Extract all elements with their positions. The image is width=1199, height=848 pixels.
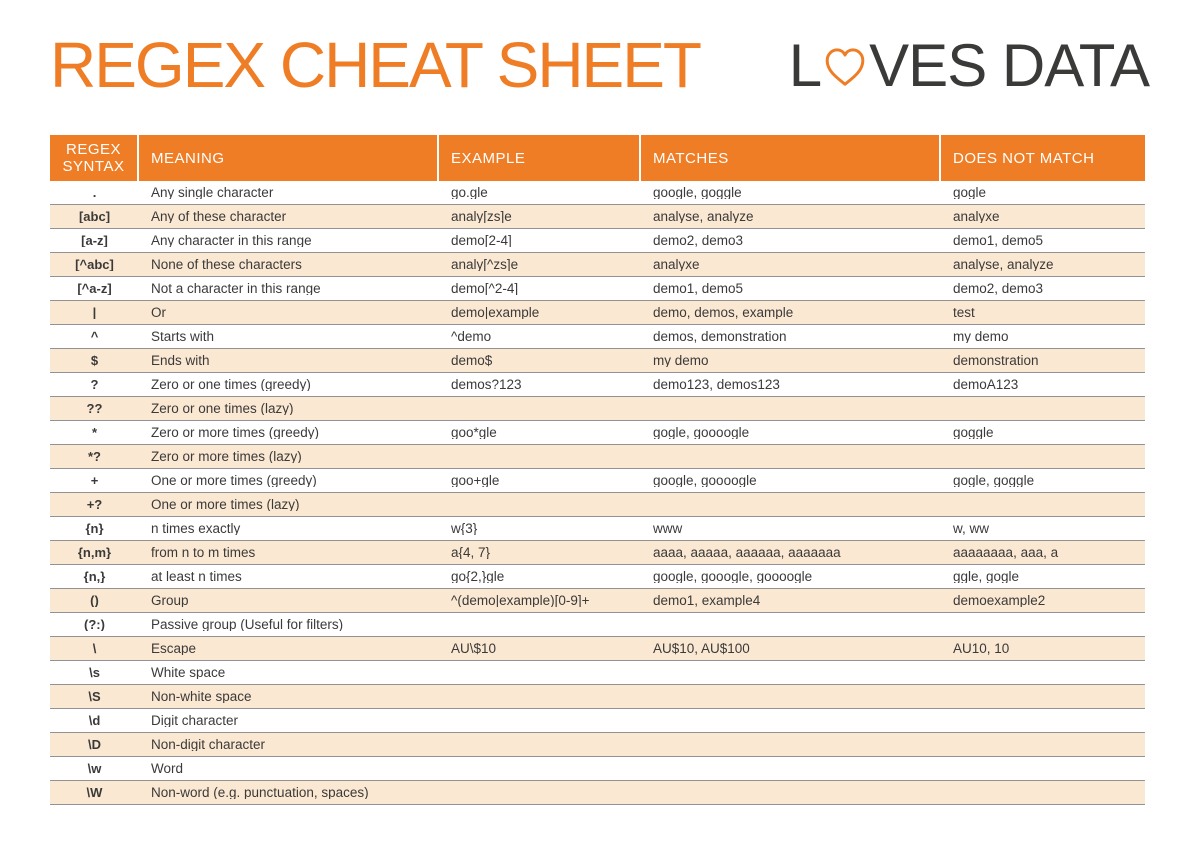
table-row — [50, 757, 1145, 781]
cell-matches: google, gooogle, goooogle — [653, 569, 813, 584]
table-row — [50, 277, 1145, 301]
cell-example: analy[zs]e — [451, 209, 512, 224]
cell-meaning: Passive group (Useful for filters) — [151, 617, 344, 632]
cell-matches: demo1, demo5 — [653, 281, 744, 296]
logo-text-prefix: L — [788, 32, 822, 99]
cell-example: a{4, 7} — [451, 545, 491, 560]
cell-matches: gogle, goooogle — [653, 425, 750, 440]
cell-regex-syntax: [^abc] — [75, 258, 114, 271]
cell-regex-syntax: [abc] — [78, 210, 111, 223]
table-row — [50, 685, 1145, 709]
table-row — [50, 421, 1145, 445]
cell-matches: my demo — [653, 353, 709, 368]
header-cell-does-not-match — [941, 135, 1145, 181]
cell-meaning: Word — [151, 761, 184, 776]
cell-example: goo+gle — [451, 473, 500, 488]
cell-regex-syntax: [^a-z] — [77, 282, 112, 295]
cell-example: demo|example — [451, 305, 540, 320]
heart-icon — [822, 45, 868, 90]
logo-text-suffix: VES DATA — [869, 32, 1149, 99]
table-row — [50, 493, 1145, 517]
cell-meaning: from n to m times — [151, 545, 256, 560]
cell-matches: www — [653, 521, 683, 536]
cell-does-not-match: goggle — [953, 425, 994, 440]
cell-regex-syntax: \ — [92, 642, 97, 655]
cell-example: w{3} — [451, 521, 478, 536]
header-label-regex-syntax: REGEX SYNTAX — [62, 140, 125, 175]
table-row — [50, 445, 1145, 469]
cell-does-not-match: analyse, analyze — [953, 257, 1054, 272]
cell-matches: analyxe — [653, 257, 700, 272]
cell-regex-syntax: \w — [87, 762, 102, 775]
cell-meaning: Not a character in this range — [151, 281, 321, 296]
header-cell-example — [439, 135, 641, 181]
cell-regex-syntax: + — [90, 474, 99, 487]
cell-meaning: Any single character — [151, 185, 274, 200]
cell-regex-syntax: \S — [88, 690, 101, 703]
table-row — [50, 469, 1145, 493]
cell-meaning: Zero or one times (greedy) — [151, 377, 311, 392]
cell-regex-syntax: () — [90, 594, 99, 607]
table-row — [50, 733, 1145, 757]
cell-example: ^demo — [451, 329, 492, 344]
cell-regex-syntax: ^ — [90, 330, 99, 343]
table-row — [50, 229, 1145, 253]
cell-regex-syntax: * — [91, 426, 98, 439]
header-label-meaning: MEANING — [151, 149, 225, 167]
table-row — [50, 373, 1145, 397]
cell-regex-syntax: {n} — [85, 522, 104, 535]
table-row — [50, 637, 1145, 661]
cell-matches: analyse, analyze — [653, 209, 754, 224]
cell-regex-syntax: \s — [89, 666, 100, 679]
cell-meaning: n times exactly — [151, 521, 241, 536]
table-row — [50, 205, 1145, 229]
cell-meaning: Non-digit character — [151, 737, 266, 752]
table-row — [50, 301, 1145, 325]
cell-does-not-match: ggle, gogle — [953, 569, 1020, 584]
cell-regex-syntax: {n,} — [83, 570, 106, 583]
header-label-matches: MATCHES — [653, 149, 729, 167]
table-header — [50, 135, 1145, 181]
cell-regex-syntax: [a-z] — [81, 234, 108, 247]
page-title: REGEX CHEAT SHEET — [50, 29, 700, 101]
cell-does-not-match: w, ww — [953, 521, 990, 536]
regex-table — [50, 135, 1145, 805]
cell-regex-syntax: \d — [88, 714, 101, 727]
cell-does-not-match: aaaaaaaa, aaa, a — [953, 545, 1059, 560]
cell-meaning: None of these characters — [151, 257, 302, 272]
cell-example: go{2,}gle — [451, 569, 505, 584]
table-row — [50, 541, 1145, 565]
table-body — [50, 181, 1145, 805]
cell-meaning: Any of these character — [151, 209, 287, 224]
cell-matches: google, goooogle — [653, 473, 757, 488]
header-cell-matches — [641, 135, 941, 181]
cell-does-not-match: test — [953, 305, 975, 320]
cell-matches: demo1, example4 — [653, 593, 761, 608]
table-row — [50, 517, 1145, 541]
cell-meaning: Any character in this range — [151, 233, 312, 248]
cell-example: analy[^zs]e — [451, 257, 519, 272]
header-label-does-not-match: DOES NOT MATCH — [953, 149, 1095, 167]
header-label-example: EXAMPLE — [451, 149, 526, 167]
cell-regex-syntax: \D — [88, 738, 101, 751]
cell-regex-syntax: $ — [90, 354, 99, 367]
cell-does-not-match: demo1, demo5 — [953, 233, 1044, 248]
cell-meaning: at least n times — [151, 569, 242, 584]
header-cell-regex-syntax — [50, 135, 139, 181]
cell-example: AU\$10 — [451, 641, 497, 656]
cell-meaning: Non-word (e.g. punctuation, spaces) — [151, 785, 369, 800]
cell-does-not-match: gogle, goggle — [953, 473, 1035, 488]
cell-regex-syntax: ?? — [86, 402, 103, 415]
table-row — [50, 565, 1145, 589]
cell-meaning: Starts with — [151, 329, 215, 344]
cell-meaning: One or more times (lazy) — [151, 497, 300, 512]
cell-example: demo[^2-4] — [451, 281, 519, 296]
cell-does-not-match: demo2, demo3 — [953, 281, 1044, 296]
cell-regex-syntax: +? — [86, 498, 103, 511]
cell-regex-syntax: . — [92, 186, 97, 199]
cell-example: ^(demo|example)[0-9]+ — [451, 593, 590, 608]
cell-meaning: Digit character — [151, 713, 239, 728]
cell-regex-syntax: {n,m} — [77, 546, 112, 559]
cell-meaning: Zero or more times (lazy) — [151, 449, 302, 464]
table-row — [50, 397, 1145, 421]
cell-does-not-match: demoexample2 — [953, 593, 1046, 608]
cell-meaning: Escape — [151, 641, 197, 656]
cell-meaning: One or more times (greedy) — [151, 473, 317, 488]
table-row — [50, 709, 1145, 733]
cell-example: demo$ — [451, 353, 493, 368]
cell-regex-syntax: | — [92, 306, 97, 319]
cell-does-not-match: demoA123 — [953, 377, 1019, 392]
table-row — [50, 613, 1145, 637]
brand-logo — [788, 32, 1149, 99]
table-row — [50, 349, 1145, 373]
cell-example: demos?123 — [451, 377, 522, 392]
cell-does-not-match: analyxe — [953, 209, 1000, 224]
cell-matches: aaaa, aaaaa, aaaaaa, aaaaaaa — [653, 545, 841, 560]
cell-does-not-match: my demo — [953, 329, 1009, 344]
header-cell-meaning — [139, 135, 439, 181]
table-row — [50, 661, 1145, 685]
cell-meaning: Or — [151, 305, 166, 320]
cell-meaning: Ends with — [151, 353, 210, 368]
cell-meaning: Zero or one times (lazy) — [151, 401, 294, 416]
cell-regex-syntax: ? — [90, 378, 99, 391]
cell-matches: demo2, demo3 — [653, 233, 744, 248]
cell-does-not-match: demonstration — [953, 353, 1039, 368]
cell-matches: demo123, demos123 — [653, 377, 780, 392]
cell-matches: AU$10, AU$100 — [653, 641, 750, 656]
cell-example: demo[2-4] — [451, 233, 512, 248]
cell-example: go.gle — [451, 185, 488, 200]
cell-does-not-match: gogle — [953, 185, 987, 200]
cell-meaning: White space — [151, 665, 226, 680]
cell-meaning: Zero or more times (greedy) — [151, 425, 320, 440]
cell-regex-syntax: \W — [86, 786, 103, 799]
cell-matches: demos, demonstration — [653, 329, 787, 344]
cell-example: goo*gle — [451, 425, 497, 440]
table-row — [50, 253, 1145, 277]
cell-regex-syntax: (?:) — [84, 618, 105, 631]
cell-matches: demo, demos, example — [653, 305, 794, 320]
cell-meaning: Group — [151, 593, 189, 608]
table-row — [50, 781, 1145, 805]
cell-regex-syntax: *? — [88, 450, 101, 463]
cell-matches: google, goggle — [653, 185, 742, 200]
cell-does-not-match: AU10, 10 — [953, 641, 1010, 656]
table-row — [50, 325, 1145, 349]
table-row — [50, 589, 1145, 613]
table-row — [50, 181, 1145, 205]
cell-meaning: Non-white space — [151, 689, 252, 704]
